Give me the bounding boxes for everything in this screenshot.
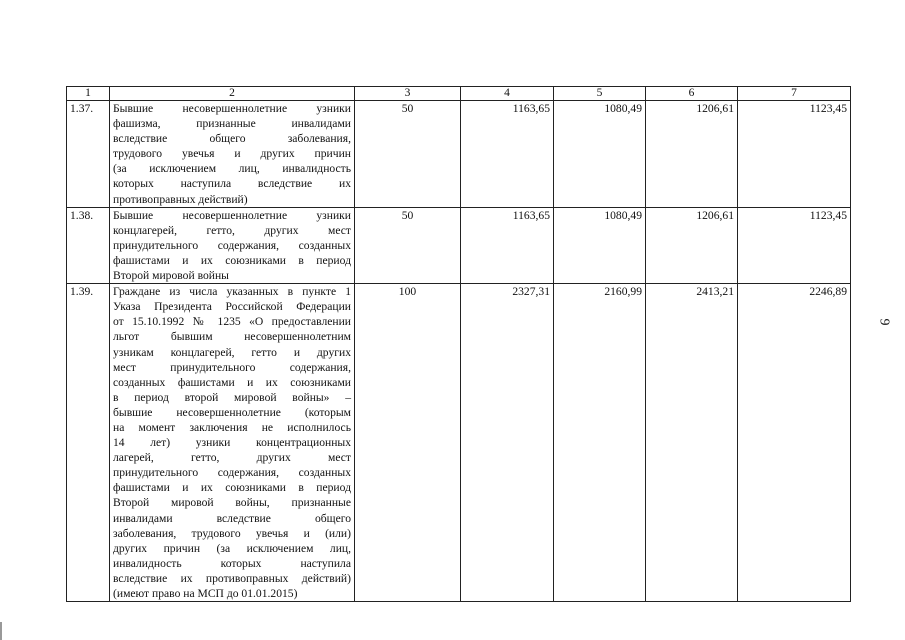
header-cell: 1 <box>67 87 110 101</box>
description-line: инвалидность которых наступила <box>113 556 351 570</box>
description-line: льгот бывшим несовершеннолетним <box>113 330 351 344</box>
row-number-cell: 1.38. <box>67 207 110 283</box>
table-header-row <box>67 87 851 101</box>
description-line: от 15.10.1992 № 1235 «О предоставлении <box>113 315 351 329</box>
description-line: заболевания, трудового увечья и (или) <box>113 526 351 540</box>
description-line: Указа Президента Российской Федерации <box>113 300 351 314</box>
header-cell: 6 <box>646 87 738 101</box>
description-line: Граждане из числа указанных в пункте 1 <box>113 285 351 299</box>
row-description-cell <box>110 284 355 602</box>
description-line: противоправных действий) <box>113 192 248 206</box>
description-line: Второй мировой войны, признанные <box>113 496 351 510</box>
header-cell: 5 <box>554 87 646 101</box>
description-line: мест принудительного содержания, <box>113 360 351 374</box>
table-row <box>67 284 851 602</box>
description-line: других причин (за исключением лиц, <box>113 541 351 555</box>
row-number-cell: 1.37. <box>67 101 110 208</box>
row-value-cell: 2327,31 <box>461 284 554 602</box>
description-line: принудительного содержания, созданных <box>113 238 351 252</box>
description-line: Бывшие несовершеннолетние узники <box>113 102 351 115</box>
description-line: бывшие несовершеннолетние (которым <box>113 405 351 419</box>
scan-edge-mark <box>0 622 2 640</box>
description-line: фашизма, признанные инвалидами <box>113 117 351 131</box>
table-row <box>67 207 851 283</box>
row-value-cell: 1080,49 <box>554 101 646 208</box>
page-number: 9 <box>876 318 892 326</box>
description-line: лагерей, гетто, других мест <box>113 451 351 465</box>
description-line: вследствие общего заболевания, <box>113 132 351 146</box>
row-value-cell: 2160,99 <box>554 284 646 602</box>
description-line: Второй мировой войны <box>113 269 229 283</box>
benefits-table <box>66 86 851 602</box>
row-value-cell: 1163,65 <box>461 101 554 208</box>
header-cell: 7 <box>738 87 851 101</box>
header-cell: 4 <box>461 87 554 101</box>
description-line: узникам концлагерей, гетто и других <box>113 345 351 359</box>
row-value-cell: 1123,45 <box>738 101 851 208</box>
description-line: Бывшие несовершеннолетние узники <box>113 208 351 222</box>
row-value-cell: 2413,21 <box>646 284 738 602</box>
row-value-cell: 2246,89 <box>738 284 851 602</box>
row-value-cell: 1163,65 <box>461 207 554 283</box>
table-row <box>67 101 851 208</box>
header-cell: 2 <box>110 87 355 101</box>
description-line: вследствие их противоправных действий) <box>113 571 351 585</box>
description-line: (имеют право на МСП до 01.01.2015) <box>113 587 298 600</box>
description-line: принудительного содержания, созданных <box>113 466 351 480</box>
row-description-cell <box>110 101 355 208</box>
row-quantity-cell: 100 <box>355 284 461 602</box>
header-cell: 3 <box>355 87 461 101</box>
row-quantity-cell: 50 <box>355 101 461 208</box>
description-line: 14 лет) узники концентрационных <box>113 436 351 450</box>
description-line: концлагерей, гетто, других мест <box>113 223 351 237</box>
description-line: которых наступила вследствие их <box>113 177 351 191</box>
row-value-cell: 1206,61 <box>646 207 738 283</box>
description-line: инвалидами вследствие общего <box>113 511 351 525</box>
description-line: в период второй мировой войны» – <box>113 390 351 404</box>
row-description-cell <box>110 207 355 283</box>
row-quantity-cell: 50 <box>355 207 461 283</box>
row-value-cell: 1080,49 <box>554 207 646 283</box>
description-line: на момент заключения не исполнилось <box>113 420 351 434</box>
row-value-cell: 1206,61 <box>646 101 738 208</box>
description-line: фашистами и их союзниками в период <box>113 481 351 495</box>
description-line: трудового увечья и других причин <box>113 147 351 161</box>
row-number-cell: 1.39. <box>67 284 110 602</box>
description-line: фашистами и их союзниками в период <box>113 253 351 267</box>
row-value-cell: 1123,45 <box>738 207 851 283</box>
description-line: созданных фашистами и их союзниками <box>113 375 351 389</box>
description-line: (за исключением лиц, инвалидность <box>113 162 351 176</box>
